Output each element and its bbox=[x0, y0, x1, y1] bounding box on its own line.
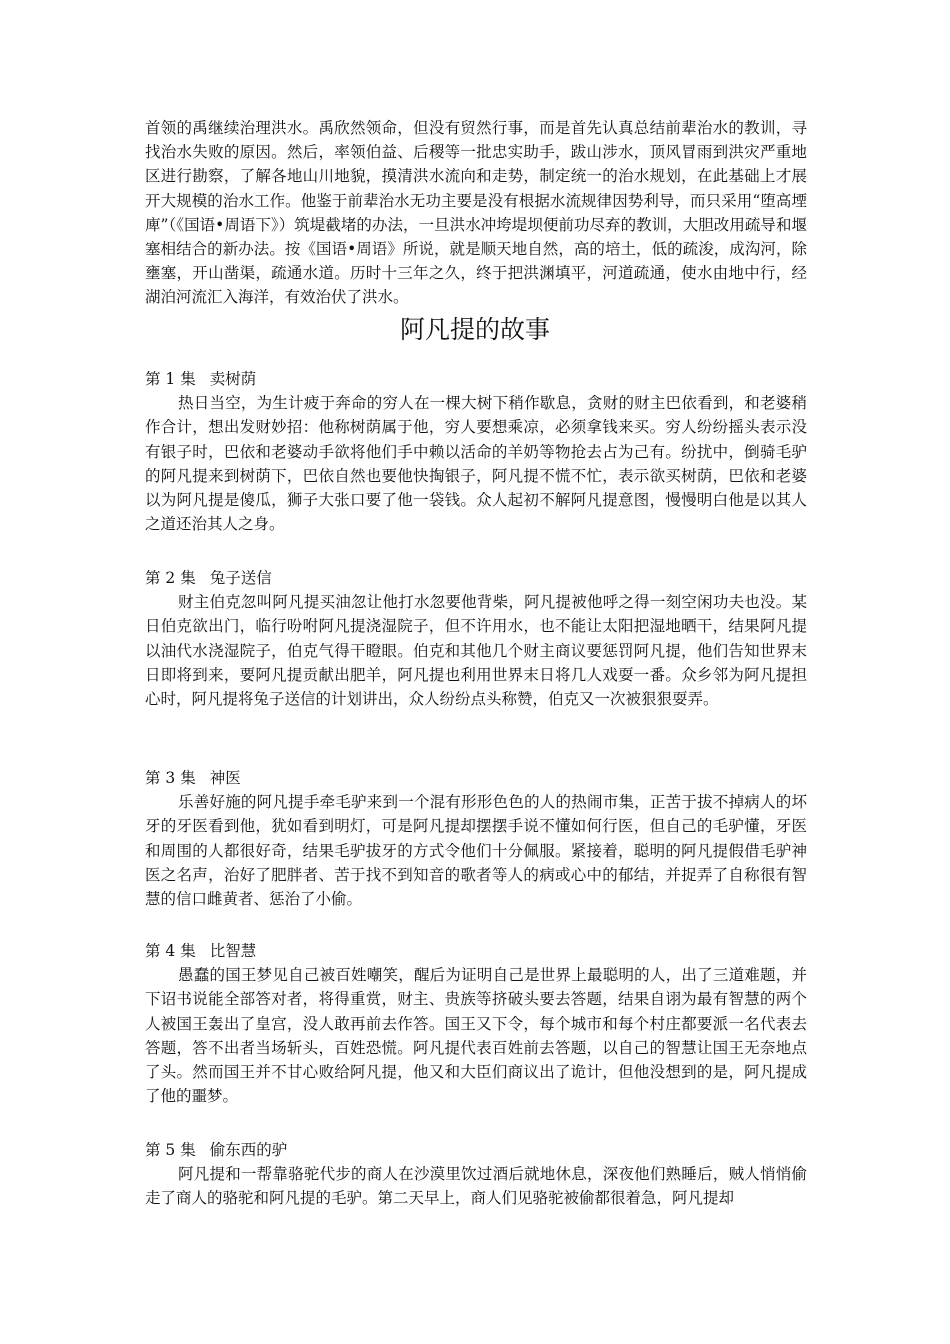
episode-number: 第 5 集 bbox=[145, 1141, 196, 1159]
episode-number: 第 3 集 bbox=[145, 769, 196, 787]
episode-body: 财主伯克忽叫阿凡提买油忽让他打水忽要他背柴，阿凡提被他呼之得一刻空闲功夫也没。某日伯克欲出门，临行吩咐阿凡提浇湿院子，但不许用水，也不能让太阳把湿地晒干，结果阿凡提以油代水浇湿院子，伯克气得干瞪眼。伯克和其他几个财主商议要惩罚阿凡提，他们告知世界末日即将到来，要阿凡提贡献出肥羊，阿凡提也利用世界末日将几人戏耍一番。众乡邻为阿凡提担心时，阿凡提将兔子送信的计划讲出，众人纷纷点头称赞，伯克又一次被狠狠耍弄。 bbox=[145, 593, 807, 709]
episode-name: 神医 bbox=[209, 769, 241, 787]
episode-name: 比智慧 bbox=[209, 942, 257, 960]
episode-number: 第 4 集 bbox=[145, 942, 196, 960]
episode-body: 乐善好施的阿凡提手牵毛驴来到一个混有形形色色的人的热闹市集，正苦于拔不掉病人的坏牙的牙医看到他，犹如看到明灯，可是阿凡提却摆摆手说不懂如何行医，但自己的毛驴懂，牙医和周围的人都很好奇，结果毛驴拔牙的方式令他们十分佩服。紧接着，聪明的阿凡提假借毛驴神医之名声，治好了肥胖者、苦于找不到知音的歌者等人的病或心中的郁结，并捉弄了自称很有智慧的信口雌黄者、惩治了小偷。 bbox=[145, 793, 807, 909]
episode-3 bbox=[145, 766, 807, 911]
episode-2 bbox=[145, 566, 807, 711]
story-title: 阿凡提的故事 bbox=[399, 315, 550, 344]
episode-heading bbox=[145, 1138, 807, 1162]
episode-1 bbox=[145, 367, 807, 536]
episode-body: 热日当空，为生计疲于奔命的穷人在一棵大树下稍作歇息，贪财的财主巴依看到，和老婆稍作合计，想出发财妙招：他称树荫属于他，穷人要想乘凉，必须拿钱来买。穷人纷纷摇头表示没有银子时，巴依和老婆动手欲将他们手中赖以活命的羊奶等物抢去占为己有。纷扰中，倒骑毛驴的阿凡提来到树荫下，巴依自然也要他快掏银子，阿凡提不慌不忙，表示欲买树荫，巴依和老婆以为阿凡提是傻瓜，狮子大张口要了他一袋钱。众人起初不解阿凡提意图，慢慢明白他是以其人之道还治其人之身。 bbox=[145, 394, 807, 534]
episode-5 bbox=[145, 1138, 807, 1211]
episode-heading bbox=[145, 766, 807, 790]
episode-number: 第 2 集 bbox=[145, 569, 196, 587]
intro-paragraph: 首领的禹继续治理洪水。禹欣然领命，但没有贸然行事，而是首先认真总结前辈治水的教训，寻找治水失败的原因。然后，率领伯益、后稷等一批忠实助手，跋山涉水，顶风冒雨到洪灾严重地区进行勘察，了解各地山川地貌，摸清洪水流向和走势，制定统一的治水规划，在此基础上才展开大规模的治水工作。他鉴于前辈治水无功主要是没有根据水流规律因势利导，而只采用“堕高堙庳”（《国语•周语下》）筑堤截堵的办法，一旦洪水冲垮堤坝便前功尽弃的教训，大胆改用疏导和堰塞相结合的新办法。按《国语•周语》所说，就是顺天地自然，高的培土，低的疏浚，成沟河，除壅塞，开山凿渠，疏通水道。历时十三年之久，终于把洪渊填平，河道疏通，使水由地中行，经湖泊河流汇入海洋，有效治伏了洪水。 bbox=[145, 119, 807, 307]
episode-name: 卖树荫 bbox=[209, 370, 257, 388]
episode-4 bbox=[145, 939, 807, 1108]
episode-heading bbox=[145, 566, 807, 590]
episode-heading bbox=[145, 939, 807, 963]
episode-heading bbox=[145, 367, 807, 391]
episode-number: 第 1 集 bbox=[145, 370, 196, 388]
episode-body: 愚蠢的国王梦见自己被百姓嘲笑，醒后为证明自己是世界上最聪明的人，出了三道难题，并下诏书说能全部答对者，将得重赏，财主、贵族等挤破头要去答题，结果自诩为最有智慧的两个人被国王轰出了皇宫，没人敢再前去作答。国王又下令，每个城市和每个村庄都要派一名代表去答题，答不出者当场斩头，百姓恐慌。阿凡提代表百姓前去答题，以自己的智慧让国王无奈地点了头。然而国王并不甘心败给阿凡提，他又和大臣们商议出了诡计，但他没想到的是，阿凡提成了他的噩梦。 bbox=[145, 966, 807, 1106]
episode-name: 偷东西的驴 bbox=[209, 1141, 288, 1159]
episode-name: 兔子送信 bbox=[209, 569, 272, 587]
episode-body: 阿凡提和一帮靠骆驼代步的商人在沙漠里饮过酒后就地休息，深夜他们熟睡后，贼人悄悄偷走了商人的骆驼和阿凡提的毛驴。第二天早上，商人们见骆驼被偷都很着急，阿凡提却 bbox=[145, 1165, 807, 1208]
